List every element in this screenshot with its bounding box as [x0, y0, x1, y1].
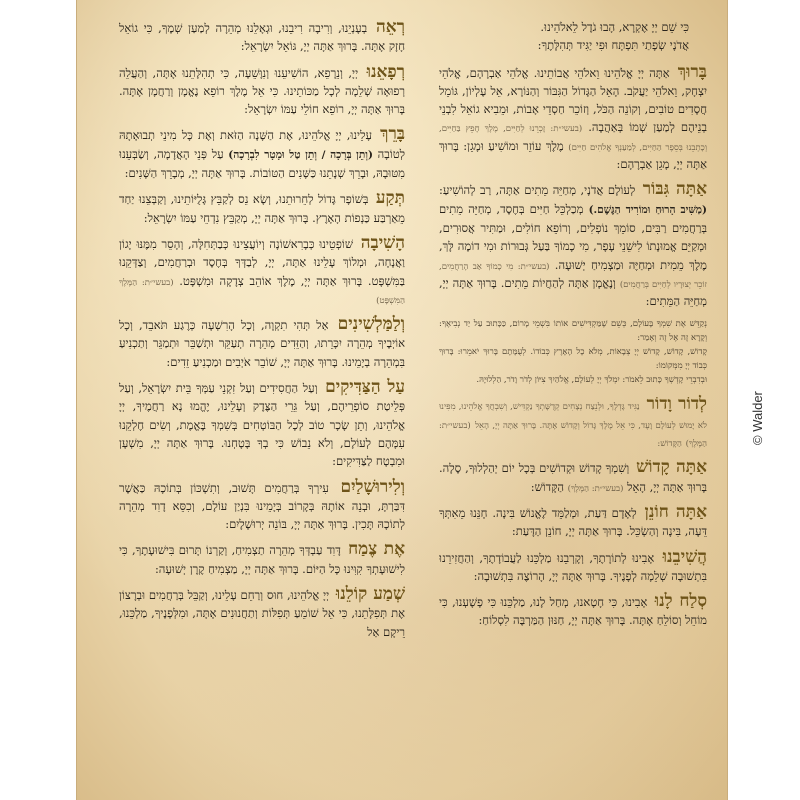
blessing-note: (בעשי״ת: הַמֶּלֶךְ הַמִּשְׁפָּט) [119, 277, 405, 306]
blessing-lead-word: וְלִירוּשָׁלַיִם [340, 476, 405, 497]
blessing-refua [119, 63, 405, 119]
right-column [439, 18, 707, 790]
kedusha-line: נְקַדֵּשׁ אֶת שִׁמְךָ בָּעוֹלָם, כְּשֵׁם שֶׁמַּקְדִּישִׁים אוֹתוֹ בִּשְׁמֵי מָרוֹם, כַּכָּתוּב עַל יַד נְבִיאֶךָ: וְקָרָא זֶה אֶל זֶה וְאָמַר: [439, 319, 707, 344]
blessing-minim [119, 315, 405, 371]
blessing-text: מֶלֶךְ עוֹזֵר וּמוֹשִׁיעַ וּמָגֵן: בָּרוּךְ אַתָּה יְיָ, מָגֵן אַבְרָהָם: [439, 138, 707, 172]
blessing-yerushalayim [119, 478, 405, 534]
copyright-credit: © Walder [750, 391, 765, 445]
blessing-text: מְכַלְכֵּל חַיִּים בְּחֶסֶד, מְחַיֵּה מֵתִים בְּרַחֲמִים רַבִּים, סוֹמֵךְ נוֹפְלִים, וְרוֹפֵא חוֹלִים, וּמַתִּיר אֲסוּרִים, וּמְקַיֵּם אֱמוּנָתוֹ לִישֵׁנֵי עָפָר, מִי כָמוֹךָ בַּעַל גְּבוּרוֹת וּמִי דוֹמֶה לָּךְ, מֶלֶךְ מֵמִית וּמְחַיֶּה וּמַצְמִיחַ יְשׁוּעָה. [439, 201, 707, 272]
blessing-text: שׁוֹפְטֵינוּ כְּבָרִאשׁוֹנָה וְיוֹעֲצֵינוּ כְּבַתְּחִלָּה, וְהָסֵר מִמֶּנּוּ יָגוֹן וַאֲנָחָה, וּמְלוֹךְ עָלֵינוּ אַתָּה, יְיָ, לְבַדְּךָ בְּחֶסֶד וּבְרַחֲמִים, וְצַדְּקֵנוּ בַּמִּשְׁפָּט. בָּרוּךְ אַתָּה יְיָ, מֶלֶךְ אוֹהֵב צְדָקָה וּמִשְׁפָּט. [119, 236, 405, 288]
blessing-note: (בעשי״ת: זָכְרֵנוּ לְחַיִּים, מֶלֶךְ חָפֵץ בַּחַיִּים, וְכָתְבֵנוּ בְּסֵפֶר הַחַיִּים, לְמַעַנְךָ אֱלֹהִים חַיִּים) [439, 124, 707, 153]
blessing-text: הַקָּדוֹשׁ: [530, 479, 564, 494]
kedusha-line: וּבְדִבְרֵי קָדְשְׁךָ כָּתוּב לֵאמֹר: יִמְלֹךְ יְיָ לְעוֹלָם, אֱלֹהַיִךְ צִיּוֹן לְדֹר וָדֹר, הַלְלוּיָהּ. [476, 375, 707, 386]
blessing-lead-word: אַתָּה גִּבּוֹר [642, 179, 707, 200]
blessing-text: יְיָ, וְנֵרָפֵא, הוֹשִׁיעֵנוּ וְנִוָּשֵׁעָה, כִּי תְהִלָּתֵנוּ אָתָּה, וְהַעֲלֵה רְפוּאָה שְׁלֵמָה לְכָל מַכּוֹתֵינוּ. כִּי אֵל מֶלֶךְ רוֹפֵא נֶאֱמָן וְרַחֲמָן אָתָּה. בָּרוּךְ אַתָּה יְיָ, רוֹפֵא חוֹלֵי עַמּוֹ יִשְׂרָאֵל: [119, 65, 405, 117]
blessing-gevurot [439, 180, 707, 310]
blessing-daat [439, 503, 707, 541]
blessing-kedushat-hashem [439, 458, 707, 496]
blessing-lead-word: הֲשִׁיבֵנוּ [662, 546, 707, 567]
blessing-lead-word: סְלַח לָנוּ [654, 591, 707, 612]
blessing-lead-word: אַתָּה חוֹנֵן [644, 501, 707, 522]
blessing-avot [439, 63, 707, 174]
blessing-lead-word: שְׁמַע קוֹלֵנוּ [335, 584, 405, 605]
blessing-lead-word: אֶת צֶמַח [348, 539, 405, 560]
blessing-ledor [439, 395, 707, 451]
blessing-text: דָּוִד עַבְדְּךָ מְהֵרָה תַצְמִיחַ, וְקַרְנוֹ תָּרוּם בִּישׁוּעָתֶךָ, כִּי לִישׁוּעָתְךָ קִוִּינוּ כָּל הַיּוֹם. בָּרוּךְ אַתָּה יְיָ, מַצְמִיחַ קֶרֶן יְשׁוּעָה: [119, 543, 405, 576]
blessing-kibutz-galuyot [119, 189, 405, 227]
blessing-text: לְעוֹלָם אֲדֹנָי, מְחַיֵּה מֵתִים אַתָּה, רַב לְהוֹשִׁיעַ: [439, 183, 636, 198]
blessing-text: עָלֵינוּ, יְיָ אֱלֹהֵינוּ, אֶת הַשָּׁנָה הַזֹּאת וְאֶת כָּל מִינֵי תְבוּאָתָהּ לְטוֹבָה [119, 128, 405, 161]
kedusha-line: קָדוֹשׁ, קָדוֹשׁ, קָדוֹשׁ יְיָ צְבָאוֹת, מְלֹא כָל הָאָרֶץ כְּבוֹדוֹ. לְעֻמָּתָם בָּרוּךְ יֹאמֵרוּ: בָּרוּךְ כְּבוֹד יְיָ מִמְּקוֹמוֹ: [439, 347, 707, 372]
opening-line-2: אֲדֹנָי שְׂפָתַי תִּפְתָּח וּפִי יַגִּיד תְּהִלָּתֶךָ: [537, 38, 689, 53]
blessing-lead-word: בָּרֵךְ [380, 124, 405, 145]
prayer-page [76, 0, 728, 800]
blessing-bold-note: (מַשִּׁיב הָרוּחַ וּמוֹרִיד הַגֶּשֶׁם.) [588, 203, 707, 216]
blessing-text: עִירְךָ בְּרַחֲמִים תָּשׁוּב, וְתִשְׁכּוֹן בְּתוֹכָהּ כַּאֲשֶׁר דִּבַּרְתָּ, וּבְנֵה אוֹתָהּ בְּקָרוֹב בְּיָמֵינוּ בִּנְיַן עוֹלָם, וְכִסֵּא דָוִד מְהֵרָה לְתוֹכָהּ תָּכִין. בָּרוּךְ אַתָּה יְיָ, בּוֹנֵה יְרוּשָׁלָיִם: [119, 480, 405, 532]
blessing-teshuva [439, 548, 707, 586]
blessing-text: וְנֶאֱמָן אַתָּה לְהַחֲיוֹת מֵתִים. בָּרוּךְ אַתָּה יְיָ, מְחַיֵּה הַמֵּתִים: [439, 275, 707, 309]
blessing-note: (בעשי״ת: הַמֶּלֶךְ) [439, 420, 707, 450]
blessing-lead-word: תְּקַע [375, 188, 405, 209]
blessing-lead-word: עַל הַצַּדִּיקִים [325, 377, 405, 398]
blessing-selicha [439, 592, 707, 630]
blessing-text: בְּשׁוֹפָר גָּדוֹל לְחֵרוּתֵנוּ, וְשָׂא נֵס לְקַבֵּץ גָּלֻיּוֹתֵינוּ, וְקַבְּצֵנוּ יַחַד מֵאַרְבַּע כַּנְפוֹת הָאָרֶץ. בָּרוּךְ אַתָּה יְיָ, מְקַבֵּץ נִדְחֵי עַמּוֹ יִשְׂרָאֵל: [119, 192, 405, 225]
blessing-bold-note: (וְתֵן בְּרָכָה / וְתֵן טַל וּמָטָר לִבְרָכָה) [228, 148, 373, 161]
blessing-geula [119, 18, 405, 56]
blessing-malchut-david [119, 540, 405, 578]
blessing-text: וְשִׁמְךָ קָדוֹשׁ וּקְדוֹשִׁים בְּכָל יוֹם יְהַלְלוּךָ, סֶלָה. בָּרוּךְ אַתָּה יְיָ, הָאֵל [439, 461, 707, 494]
blessing-text: וְעַל הַחֲסִידִים וְעַל זִקְנֵי עַמְּךָ בֵּית יִשְׂרָאֵל, וְעַל פְּלֵיטַת סוֹפְרֵיהֶם, וְעַל גֵּרֵי הַצֶּדֶק וְעָלֵינוּ, יֶהֱמוּ נָא רַחֲמֶיךָ, יְיָ אֱלֹהֵינוּ, וְתֵן שָׂכָר טוֹב לְכָל הַבּוֹטְחִים בְּשִׁמְךָ בֶּאֱמֶת, וְשִׂים חֶלְקֵנוּ עִמָּהֶם לְעוֹלָם, וְלֹא נֵבוֹשׁ כִּי בְךָ בָּטָחְנוּ. בָּרוּךְ אַתָּה יְיָ, מִשְׁעָן וּמִבְטָח לַצַּדִּיקִים: [119, 381, 405, 469]
left-column [119, 18, 405, 790]
blessing-text: בְעָנְיֵנוּ, וְרִיבָה רִיבֵנוּ, וּגְאָלֵנוּ מְהֵרָה לְמַעַן שְׁמֶךָ, כִּי גוֹאֵל חָזָק אָתָּה. בָּרוּךְ אַתָּה יְיָ, גּוֹאֵל יִשְׂרָאֵל: [119, 21, 405, 54]
blessing-text: לְאָדָם דַּעַת, וּמְלַמֵּד לֶאֱנוֹשׁ בִּינָה. חָנֵּנוּ מֵאִתְּךָ דֵּעָה, בִּינָה וְהַשְׂכֵּל. בָּרוּךְ אַתָּה יְיָ, חוֹנֵן הַדָּעַת: [439, 505, 707, 539]
blessing-text: יְיָ אֱלֹהֵינוּ, חוּס וְרַחֵם עָלֵינוּ, וְקַבֵּל בְּרַחֲמִים וּבְרָצוֹן אֶת תְּפִלָּתֵנוּ, כִּי אֵל שׁוֹמֵעַ תְּפִלּוֹת וְתַחֲנוּנִים אָתָּה, וּמִלְּפָנֶיךָ, מַלְכֵּנוּ, רֵיקָם אַל [119, 588, 405, 639]
opening-verses [439, 18, 707, 55]
blessing-text: אַתָּה יְיָ אֱלֹהֵינוּ וֵאלֹהֵי אֲבוֹתֵינוּ. אֱלֹהֵי אַבְרָהָם, אֱלֹהֵי יִצְחָק, וֵאלֹהֵי יַעֲקֹב. הָאֵל הַגָּדוֹל הַגִּבּוֹר וְהַנּוֹרָא, אֵל עֶלְיוֹן, גּוֹמֵל חֲסָדִים טוֹבִים, וְקוֹנֵה הַכֹּל, וְזוֹכֵר חַסְדֵי אָבוֹת, וּמֵבִיא גוֹאֵל לִבְנֵי בְנֵיהֶם לְמַעַן שְׁמוֹ בְּאַהֲבָה. [439, 65, 707, 135]
blessing-text-small: הַקָּדוֹשׁ: [657, 439, 682, 450]
blessing-lead-word: רְפָאֵנוּ [366, 61, 405, 82]
blessing-lead-word: לְדוֹר וָדוֹר [646, 394, 707, 415]
blessing-text: אַל תְּהִי תִקְוָה, וְכָל הָרִשְׁעָה כְּרֶגַע תֹּאבֵד, וְכָל אוֹיְבֶיךָ מְהֵרָה יִכָּרֵתוּ, וְהַזֵּדִים מְהֵרָה תְעַקֵּר וּתְשַׁבֵּר וּתְמַגֵּר וְתַכְנִיעַ בִּמְהֵרָה בְיָמֵינוּ. בָּרוּךְ אַתָּה יְיָ, שׁוֹבֵר אֹיְבִים וּמַכְנִיעַ זֵדִים: [119, 318, 405, 369]
blessing-text-small: נַגִּיד גָּדְלֶךָ, וּלְנֵצַח נְצָחִים קְדֻשָּׁתְךָ נַקְדִּישׁ, וְשִׁבְחֲךָ אֱלֹהֵינוּ, מִפִּינוּ לֹא יָמוּשׁ לְעוֹלָם וָעֶד, כִּי אֵל מֶלֶךְ גָּדוֹל וְקָדוֹשׁ אָתָּה. בָּרוּךְ אַתָּה יְיָ, הָאֵל [439, 402, 707, 431]
blessing-text: עַל פְּנֵי הָאֲדָמָה, וְשַׂבְּעֵנוּ מִטּוּבָהּ, וּבָרֵךְ שְׁנָתֵנוּ כַּשָּׁנִים הַטּוֹבוֹת. בָּרוּךְ אַתָּה יְיָ, מְבָרֵךְ הַשָּׁנִים: [119, 146, 405, 181]
blessing-tzadikim [119, 378, 405, 470]
blessing-note: (בעשי״ת: הַמֶּלֶךְ) [567, 483, 624, 494]
blessing-lead-word: בָּרוּךְ [677, 61, 707, 82]
blessing-text: אָבִינוּ, כִּי חָטָאנוּ, מְחַל לָנוּ, מַלְכֵּנוּ כִּי פָשָׁעְנוּ, כִּי מוֹחֵל וְסוֹלֵחַ אָתָּה. בָּרוּךְ אַתָּה יְיָ, חַנּוּן הַמַּרְבֶּה לִסְלוֹחַ: [439, 595, 707, 628]
blessing-shomea-tefila [119, 585, 405, 641]
opening-line-1: כִּי שֵׁם יְיָ אֶקְרָא, הָבוּ גֹדֶל לֵאלֹהֵינוּ. [540, 20, 689, 34]
blessing-lead-word: רְאֵה [375, 18, 405, 37]
blessing-din [119, 234, 405, 308]
blessing-lead-word: וְלַמַּלְשִׁינִים [337, 314, 405, 335]
blessing-lead-word: אַתָּה קָדוֹשׁ [636, 457, 707, 478]
kedusha-block [439, 317, 707, 387]
blessing-lead-word: הָשִׁיבָה [360, 232, 405, 253]
blessing-note: (בעשי״ת: מִי כָמוֹךָ אַב הָרַחֲמִים, זוֹכֵר יְצוּרָיו לְחַיִּים בְּרַחֲמִים) [439, 261, 707, 290]
blessing-text: אָבִינוּ לְתוֹרָתֶךָ, וְקָרְבֵנוּ מַלְכֵּנוּ לַעֲבוֹדָתֶךָ, וְהַחֲזִירֵנוּ בִּתְשׁוּבָה שְׁלֵמָה לְפָנֶיךָ. בָּרוּךְ אַתָּה יְיָ, הָרוֹצֶה בִּתְשׁוּבָה: [439, 550, 707, 583]
blessing-shanim [119, 125, 405, 182]
